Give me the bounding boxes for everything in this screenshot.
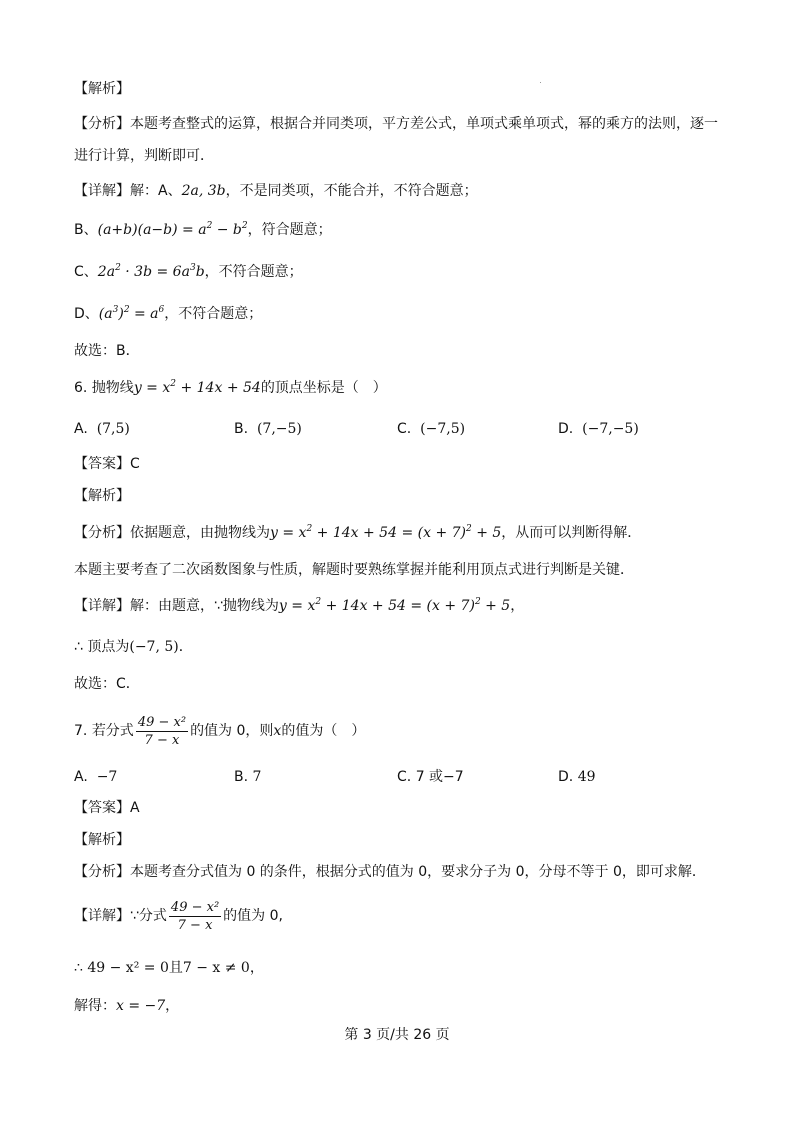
- q7-number: 7.: [74, 723, 88, 739]
- q7-fraction-denominator: 7 − x: [144, 732, 180, 748]
- q5-jiexi-heading: 【解析】: [74, 81, 130, 97]
- q6-stem-suffix: 的顶点坐标是（ ）: [260, 380, 387, 396]
- q7-xiangjie-fraction-numerator: 49 − x²: [170, 899, 220, 915]
- q7-fraction: [136, 714, 188, 749]
- q6-option-a-label: A.: [74, 421, 88, 437]
- scan-dot: [540, 82, 541, 83]
- q6-option-b-label: B.: [234, 421, 249, 437]
- q6-vertex: [74, 637, 193, 657]
- q5-xiangjie-a: [74, 181, 478, 201]
- q7-xiangjie-fraction-denominator: 7 − x: [177, 917, 213, 933]
- q6-xiangjie-eq: $y = x^2 + 14x + 54 = (x + 7)^2 + 5$: [278, 597, 511, 614]
- q7-option-c: [397, 767, 464, 787]
- q5-option-d-line: [74, 304, 262, 324]
- q7-therefore-end: ，: [249, 960, 264, 976]
- q7-option-a-value: −7: [96, 769, 118, 785]
- q5-option-a-expr: 2a, 3b: [181, 183, 226, 199]
- q7-xiangjie: [74, 898, 283, 934]
- q6-xiangjie-suffix: ，: [510, 598, 525, 614]
- q6-xiangjie-mid: 抛物线为: [222, 598, 279, 614]
- q6-fenxi-prefix: 【分析】依据题意，由抛物线为: [74, 525, 270, 541]
- q7-solve-expr: x = −7: [116, 998, 166, 1014]
- q7-stem-suffix-1: 的值为 0，则: [190, 723, 274, 739]
- q7-option-d-value: 49: [577, 769, 596, 785]
- q7-option-d-label: D.: [558, 769, 574, 785]
- q7-option-c-label: C.: [397, 769, 412, 785]
- q6-fenxi-suffix: ，从而可以判断得解．: [501, 525, 642, 541]
- q7-solve-suffix: ，: [165, 998, 180, 1014]
- q5-xiangjie-prefix: 【详解】解：A、: [74, 183, 182, 199]
- q7-xiangjie-prefix: 【详解】∵分式: [74, 908, 167, 924]
- q7-therefore-eq1: ∴ 49 − x² = 0: [74, 960, 169, 976]
- q6-jiexi-heading: 【解析】: [74, 488, 130, 504]
- q6-option-a: [74, 419, 130, 439]
- q6-vertex-suffix: ．: [178, 639, 193, 655]
- q7-option-a: [74, 767, 117, 787]
- q5-option-a-text: ，不是同类项，不能合并，不符合题意；: [225, 183, 478, 199]
- q6-option-b-value: (7,−5): [256, 421, 302, 437]
- q5-option-b-text: ，符合题意；: [247, 222, 332, 238]
- q6-xiangjie-prefix: 【详解】解：由题意，: [74, 598, 214, 614]
- q7-solve-prefix: 解得：: [74, 998, 116, 1014]
- q6-option-d-label: D.: [558, 421, 574, 437]
- q7-stem-var: x: [273, 723, 282, 739]
- q6-option-a-value: (7,5): [96, 421, 130, 437]
- q7-xiangjie-suffix: 的值为 0,: [223, 908, 283, 924]
- q7-stem-prefix: 若分式: [91, 723, 134, 739]
- q6-fenxi-eq: $y = x^2 + 14x + 54 = (x + 7)^2 + 5$: [270, 524, 502, 541]
- q5-fenxi-line1: 【分析】本题考查整式的运算，根据合并同类项，平方差公式，单项式乘单项式，幂的乘方的法则，逐一: [74, 116, 718, 132]
- q7-fenxi: 【分析】本题考查分式值为 0 的条件，根据分式的值为 0，要求分子为 0，分母不等于 0，即可求解．: [74, 864, 706, 880]
- q7-option-b-value: 7: [252, 769, 262, 785]
- q7-fraction-numerator: 49 − x²: [137, 714, 187, 730]
- q7-answer: 【答案】A: [74, 800, 140, 816]
- q6-vertex-value: (−7, 5): [129, 639, 179, 655]
- q7-therefore-eq2: 7 − x ≠ 0: [182, 960, 250, 976]
- q6-option-c: [397, 419, 465, 439]
- q6-vertex-prefix: ∴ 顶点为: [74, 639, 130, 655]
- q5-fenxi-line2: 进行计算，判断即可．: [74, 148, 214, 164]
- q6-stem: [74, 378, 387, 398]
- q5-b-prefix: B、: [74, 222, 98, 238]
- q7-therefore-and: 且: [168, 960, 183, 976]
- q6-xiangjie: [74, 596, 524, 616]
- q6-option-c-value: (−7,5): [420, 421, 466, 437]
- q7-option-b-label: B.: [234, 769, 249, 785]
- q5-option-b-line: [74, 220, 332, 240]
- q6-option-d: [558, 419, 639, 439]
- q7-jiexi-heading: 【解析】: [74, 832, 130, 848]
- q7-stem: [74, 713, 365, 749]
- q6-fenxi: [74, 523, 641, 543]
- q7-therefore: [74, 958, 264, 978]
- q5-option-d-expr: $(a^3)^2 = a^6$: [98, 305, 165, 322]
- q7-option-d: [558, 767, 596, 787]
- q7-option-b: [234, 767, 261, 787]
- q5-option-c-line: [74, 262, 303, 282]
- q6-stem-prefix: 抛物线: [91, 380, 134, 396]
- q5-c-prefix: C、: [74, 264, 98, 280]
- q5-choice: 故选：B．: [74, 343, 140, 359]
- q7-xiangjie-fraction: [169, 899, 221, 934]
- q7-stem-suffix-2: 的值为（ ）: [281, 723, 366, 739]
- q5-option-c-expr: $2a^2 \cdot 3b = 6a^3b$: [97, 263, 205, 280]
- q5-option-c-text: ，不符合题意；: [204, 264, 303, 280]
- q7-option-a-label: A.: [74, 769, 88, 785]
- q5-d-prefix: D、: [74, 306, 99, 322]
- q5-option-b-expr: $(a+b)(a-b) = a^2 - b^2$: [97, 221, 248, 238]
- q6-option-d-value: (−7,−5): [582, 421, 639, 437]
- q6-option-c-label: C.: [397, 421, 412, 437]
- q6-parabola-eq: $y = x^2 + 14x + 54$: [133, 379, 261, 396]
- q6-summary: 本题主要考查了二次函数图象与性质，解题时要熟练掌握并能利用顶点式进行判断是关键．: [74, 562, 634, 578]
- q6-choice: 故选：C．: [74, 676, 140, 692]
- because-symbol: ∵: [214, 598, 223, 614]
- q6-answer: 【答案】C: [74, 456, 140, 472]
- q6-number: 6.: [74, 380, 88, 396]
- q7-solve: [74, 996, 179, 1016]
- q6-option-b: [234, 419, 302, 439]
- q7-option-c-value: 7 或−7: [415, 769, 464, 785]
- page-footer: 第 3 页/共 26 页: [344, 1027, 450, 1043]
- q5-option-d-text: ，不符合题意；: [164, 306, 263, 322]
